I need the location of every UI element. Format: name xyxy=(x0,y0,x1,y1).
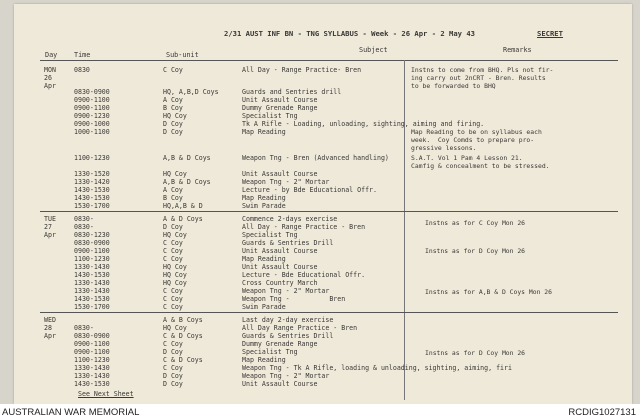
classification-label: SECRET xyxy=(537,29,563,38)
day-label: MON xyxy=(44,66,56,74)
row-time: 0900-1000 xyxy=(74,120,110,128)
day-label: TUE xyxy=(44,215,56,223)
row-unit: C Coy xyxy=(163,255,183,263)
row-unit: HQ Coy xyxy=(163,170,187,178)
col-subject-header: Subject xyxy=(359,46,388,54)
row-subject: Weapon Tng - 2" Mortar xyxy=(242,178,330,186)
day-label: WED xyxy=(44,316,56,324)
remarks-text: Instns as for C Coy Mon 26 xyxy=(425,219,526,227)
row-subject: Weapon Tng - 2" Mortar xyxy=(242,372,330,380)
row-unit: D Coy xyxy=(163,380,183,388)
day-separator xyxy=(40,312,618,313)
day-month: Apr xyxy=(44,82,56,90)
row-unit: B Coy xyxy=(163,194,183,202)
row-subject: Weapon Tng - Bren (Advanced handling) xyxy=(242,154,389,162)
document-title: 2/31 AUST INF BN - TNG SYLLABUS - Week - 26 Apr - 2 May 43 xyxy=(224,29,475,38)
row-subject: Map Reading xyxy=(242,128,286,136)
row-unit: C Coy xyxy=(163,340,183,348)
row-time: 0900-1100 xyxy=(74,96,110,104)
row-unit: A,B & D Coys xyxy=(163,154,211,162)
row-subject: Lecture - Bde Educational Offr. xyxy=(242,271,366,279)
remarks-text: Map Reading to be on syllabus each week. Coy Comds to prepare pro- gressive lessons. xyxy=(411,128,542,152)
row-subject: Weapon Tng - Bren xyxy=(242,295,346,303)
row-time: 1330-1430 xyxy=(74,263,110,271)
day-separator xyxy=(40,211,618,212)
row-time: 1100-1230 xyxy=(74,255,110,263)
row-subject: Specialist Tng xyxy=(242,348,298,356)
document-sheet xyxy=(14,4,632,404)
row-subject: Guards & Sentries Drill xyxy=(242,239,334,247)
row-time: 1100-1230 xyxy=(74,356,110,364)
row-subject: Unit Assault Course xyxy=(242,247,318,255)
row-subject: Swim Parade xyxy=(242,303,286,311)
row-time: 0830-0900 xyxy=(74,332,110,340)
row-time: 1330-1430 xyxy=(74,287,110,295)
row-subject: Weapon Tng - 2" Mortar xyxy=(242,287,330,295)
remarks-text: Instns as for D Coy Mon 26 xyxy=(425,349,526,357)
row-subject: Specialist Tng xyxy=(242,231,298,239)
row-time: 0830 xyxy=(74,66,90,74)
row-subject: All Day Range Practice - Bren xyxy=(242,324,358,332)
row-time: 0830-1230 xyxy=(74,231,110,239)
row-unit: C Coy xyxy=(163,287,183,295)
row-time: 0900-1100 xyxy=(74,104,110,112)
row-time: 0900-1230 xyxy=(74,112,110,120)
row-subject: Swim Parade xyxy=(242,202,286,210)
row-unit: D Coy xyxy=(163,223,183,231)
row-subject: Map Reading xyxy=(242,194,286,202)
row-unit: C Coy xyxy=(163,364,183,372)
row-subject: Commence 2-days exercise xyxy=(242,215,338,223)
row-subject: Map Reading xyxy=(242,255,286,263)
remarks-text: S.A.T. Vol 1 Pam 4 Lesson 21. Camfig & concealment to be stressed. xyxy=(411,154,550,170)
archive-footer xyxy=(0,404,640,420)
row-subject: Dummy Grenade Range xyxy=(242,340,318,348)
remarks-text: Instns as for D Coy Mon 26 xyxy=(425,247,526,255)
row-unit: HQ Coy xyxy=(163,324,187,332)
row-time: 1430-1530 xyxy=(74,186,110,194)
row-unit: HQ Coy xyxy=(163,112,187,120)
row-unit: C Coy xyxy=(163,66,183,74)
row-unit: C & D Coys xyxy=(163,332,203,340)
row-subject: Guards and Sentries drill xyxy=(242,88,342,96)
day-date: 27 xyxy=(44,223,52,231)
row-subject: Unit Assault Course xyxy=(242,263,318,271)
row-subject: Unit Assault Course xyxy=(242,170,318,178)
row-time: 1100-1230 xyxy=(74,154,110,162)
row-unit: B Coy xyxy=(163,104,183,112)
row-unit: C Coy xyxy=(163,247,183,255)
row-time: 1430-1530 xyxy=(74,380,110,388)
col-day-header: Day xyxy=(45,51,58,59)
row-subject: Specialist Tng xyxy=(242,112,298,120)
row-unit: A & D Coys xyxy=(163,215,203,223)
row-subject: Cross Country March xyxy=(242,279,318,287)
row-time: 1330-1430 xyxy=(74,364,110,372)
row-unit: A Coy xyxy=(163,96,183,104)
day-month: Apr xyxy=(44,231,56,239)
row-unit: C Coy xyxy=(163,239,183,247)
row-unit: HQ Coy xyxy=(163,231,187,239)
remarks-text: Instns as for A,B & D Coys Mon 26 xyxy=(425,288,552,296)
row-time: 1000-1100 xyxy=(74,128,110,136)
row-unit: HQ, A,B,D Coys xyxy=(163,88,219,96)
row-time: 1430-1530 xyxy=(74,271,110,279)
row-unit: HQ,A,B & D xyxy=(163,202,203,210)
row-unit: C Coy xyxy=(163,303,183,311)
row-time: 0830- xyxy=(74,215,94,223)
row-time: 1330-1420 xyxy=(74,178,110,186)
row-time: 1330-1520 xyxy=(74,170,110,178)
day-month: Apr xyxy=(44,332,56,340)
row-unit: C Coy xyxy=(163,295,183,303)
row-unit: A,B & D Coys xyxy=(163,178,211,186)
footer-id: RCDIG1027131 xyxy=(568,407,636,418)
row-subject: Lecture - by Bde Educational Offr. xyxy=(242,186,377,194)
row-time: 0830-0900 xyxy=(74,88,110,96)
row-time: 1530-1700 xyxy=(74,303,110,311)
see-next-sheet: See Next Sheet xyxy=(78,390,134,398)
row-time: 1530-1700 xyxy=(74,202,110,210)
footer-source: AUSTRALIAN WAR MEMORIAL xyxy=(2,407,140,418)
day-date: 28 xyxy=(44,324,52,332)
row-time: 0830-0900 xyxy=(74,239,110,247)
row-time: 0900-1100 xyxy=(74,348,110,356)
row-unit: A & B Coys xyxy=(163,316,203,324)
row-unit: HQ Coy xyxy=(163,263,187,271)
row-subject: Unit Assault Course xyxy=(242,96,318,104)
row-time: 1430-1530 xyxy=(74,194,110,202)
row-unit: C & D Coys xyxy=(163,356,203,364)
row-time: 1330-1430 xyxy=(74,279,110,287)
row-time: 1330-1430 xyxy=(74,372,110,380)
subject-remarks-divider xyxy=(404,60,405,400)
row-unit: HQ Coy xyxy=(163,271,187,279)
row-unit: D Coy xyxy=(163,372,183,380)
row-subject: All Day - Range Practice- Bren xyxy=(242,66,362,74)
row-subject: Map Reading xyxy=(242,356,286,364)
remarks-text: Instns to come from BHQ. Pls not fir- ing carry out 2nCRT - Bren. Results to be forwarded to BHQ xyxy=(411,66,554,90)
row-subject: Last day 2-day exercise xyxy=(242,316,334,324)
row-subject: Unit Assault Course xyxy=(242,380,318,388)
row-time: 0830- xyxy=(74,223,94,231)
row-subject: Weapon Tng - Tk A Rifle, loading & unloading, sighting, aiming, firi xyxy=(242,364,512,372)
row-time: 0900-1100 xyxy=(74,340,110,348)
row-unit: D Coy xyxy=(163,120,183,128)
row-subject: Dummy Grenade Range xyxy=(242,104,318,112)
col-subunit-header: Sub-unit xyxy=(166,51,199,59)
day-date: 26 xyxy=(44,74,52,82)
row-time: 1430-1530 xyxy=(74,295,110,303)
row-unit: HQ Coy xyxy=(163,279,187,287)
row-unit: D Coy xyxy=(163,128,183,136)
row-unit: D Coy xyxy=(163,348,183,356)
row-subject: Tk A Rifle - Loading, unloading, sighting, aiming and firing. xyxy=(242,120,485,128)
header-rule xyxy=(40,60,618,61)
row-subject: Guards & Sentries Drill xyxy=(242,332,334,340)
row-unit: A Coy xyxy=(163,186,183,194)
row-subject: All Day - Range Practice - Bren xyxy=(242,223,366,231)
col-remarks-header: Remarks xyxy=(503,46,532,54)
row-time: 0900-1100 xyxy=(74,247,110,255)
row-time: 0830- xyxy=(74,324,94,332)
col-time-header: Time xyxy=(74,51,91,59)
